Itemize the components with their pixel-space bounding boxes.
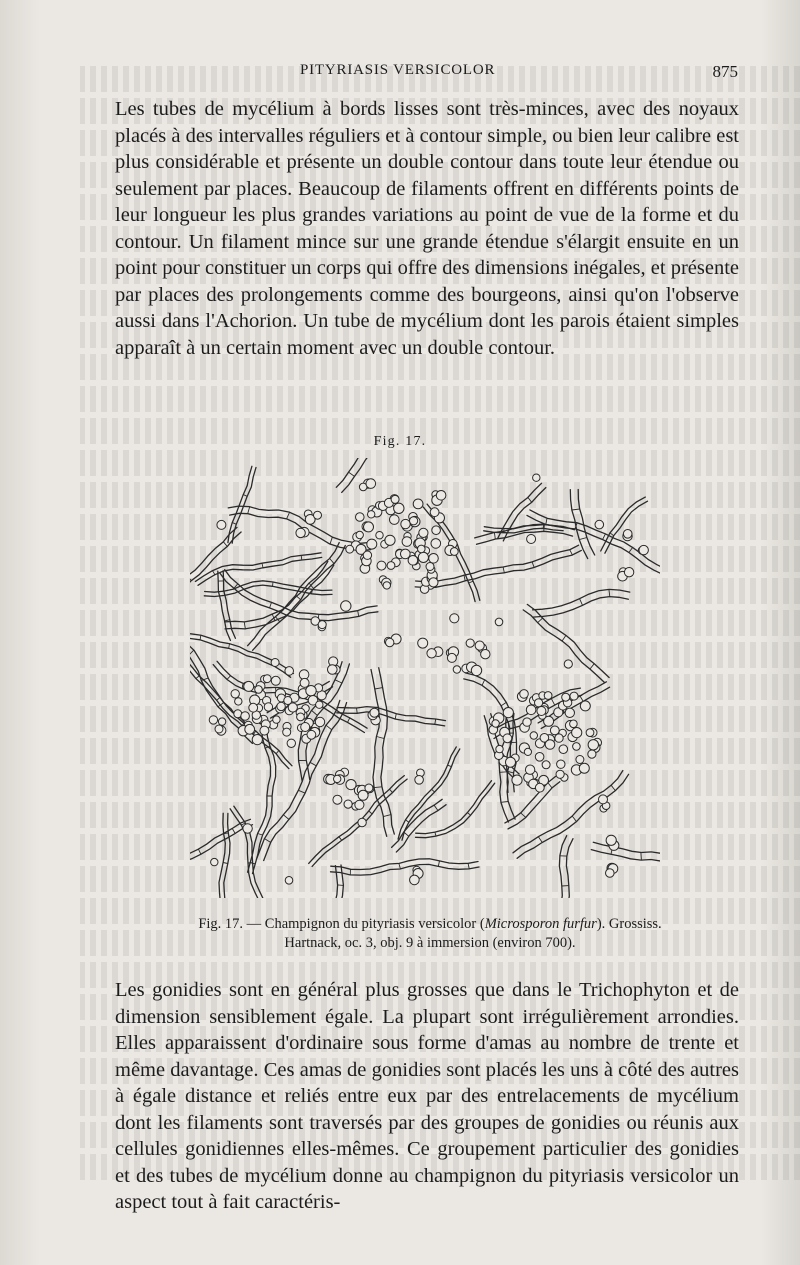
hypha-septum xyxy=(227,676,231,680)
hypha-septum xyxy=(369,811,372,814)
hypha-septum xyxy=(349,472,355,476)
hypha-septum xyxy=(551,699,554,706)
gonidium xyxy=(418,545,426,553)
gonidium xyxy=(471,665,481,675)
hypha-septum xyxy=(225,620,230,621)
gonidium xyxy=(328,665,338,675)
gonidium xyxy=(408,556,418,566)
gonidium xyxy=(386,638,394,646)
hypha-wall xyxy=(190,638,291,678)
gonidium xyxy=(555,734,563,742)
gonidium xyxy=(344,800,352,808)
hypha-wall xyxy=(228,466,252,542)
hypha-septum xyxy=(580,599,583,606)
gonidium xyxy=(415,776,424,785)
gonidium xyxy=(297,713,305,721)
hypha-septum xyxy=(287,512,290,519)
gonidium xyxy=(218,718,225,725)
gonidium xyxy=(419,528,428,537)
gonidium xyxy=(287,739,295,747)
hypha-septum xyxy=(434,805,438,810)
hypha-septum xyxy=(438,861,439,867)
hypha-septum xyxy=(383,815,391,817)
hypha-septum xyxy=(469,581,473,583)
gonidium xyxy=(255,686,263,694)
gonidium xyxy=(391,495,399,503)
gonidium xyxy=(410,875,420,885)
gonidium xyxy=(283,728,291,736)
gonidium xyxy=(284,697,292,705)
gonidium xyxy=(243,824,252,833)
gonidium xyxy=(544,692,552,700)
gonidium xyxy=(535,753,544,762)
gonidium xyxy=(525,765,534,774)
gonidium xyxy=(481,650,490,659)
gonidium xyxy=(244,681,254,691)
gonidium xyxy=(307,730,316,739)
gonidium xyxy=(426,563,434,571)
gonidium xyxy=(394,503,404,513)
gonidium xyxy=(503,734,512,743)
hypha-wall xyxy=(415,550,581,587)
gonidium xyxy=(211,858,218,865)
gonidium xyxy=(315,717,324,726)
hypha-septum xyxy=(641,853,642,861)
hypha-septum xyxy=(375,688,383,689)
hypha-septum xyxy=(326,725,332,730)
hypha-septum xyxy=(467,813,470,816)
gonidium xyxy=(365,784,373,792)
hypha-septum xyxy=(532,562,534,568)
gonidium xyxy=(430,508,439,517)
gonidium xyxy=(334,775,341,782)
hypha-septum xyxy=(468,863,469,869)
hypha-wall xyxy=(195,553,321,582)
gonidium xyxy=(418,552,428,562)
gonidium xyxy=(367,539,377,549)
hypha-septum xyxy=(570,550,573,555)
gonidium xyxy=(410,517,418,525)
hypha-septum xyxy=(244,622,245,629)
hypha-septum xyxy=(330,537,332,544)
hypha-septum xyxy=(330,559,334,564)
hypha-septum xyxy=(213,571,215,575)
hypha-septum xyxy=(572,816,576,822)
hypha-septum xyxy=(377,737,385,739)
hypha-wall xyxy=(190,532,241,596)
gonidium xyxy=(599,795,608,804)
hypha-septum xyxy=(390,789,393,792)
gonidium xyxy=(418,638,428,648)
hypha-septum xyxy=(190,650,194,655)
gonidium xyxy=(436,491,446,501)
gonidium xyxy=(450,548,458,556)
gonidium xyxy=(535,783,544,792)
gonidium xyxy=(383,582,390,589)
gonidium xyxy=(580,701,590,711)
hypha-septum xyxy=(501,802,508,803)
gonidium xyxy=(249,703,258,712)
hypha-septum xyxy=(190,576,191,580)
running-title: PITYRIASIS VERSICOLOR xyxy=(300,62,496,78)
hypha-wall xyxy=(533,597,628,618)
hypha-septum xyxy=(301,555,302,560)
caption-line-1: Fig. 17. — Champignon du pityriasis versicolor (Microsporon furfur). Grossiss. xyxy=(198,916,662,932)
hypha-septum xyxy=(262,563,263,568)
hypha-septum xyxy=(200,635,201,640)
paragraph-1: Les tubes de mycélium à bords lisses sont très-minces, avec des noyaux placés à des intervalles réguliers et à contour simple, ou bien leur calibre est plus considérable et présente un double contour dans toute leur étendue ou seulement par places. Beaucoup de filaments offrent en différents points de leur longueur les plus grandes variations au point de vue de la forme et du contour. Un filament mince sur une grande étendue s'élargit ensuite en un point pour constituer un corps qui offre des dimensions inégales, et présente par places des prolongements comme des bourgeons, ainsi qu'on l'observe aussi dans l'Achorion. Un tube de mycélium dont les parois étaient simples apparaît à un certain moment avec un double contour. xyxy=(115,98,739,359)
gonidium xyxy=(427,649,436,658)
hypha-septum xyxy=(258,834,263,836)
gonidium xyxy=(588,750,596,758)
gonidium xyxy=(535,699,543,707)
hypha-wall xyxy=(190,527,237,592)
hypha-septum xyxy=(217,698,220,701)
gonidium xyxy=(209,716,217,724)
hypha-septum xyxy=(538,618,543,623)
gonidium xyxy=(277,702,285,710)
hypha-septum xyxy=(501,702,506,705)
gonidium xyxy=(363,551,371,559)
hypha-septum xyxy=(406,820,409,822)
figure-label: Fig. 17. xyxy=(373,434,427,449)
gonidium xyxy=(447,653,456,662)
hypha-septum xyxy=(243,495,247,497)
gonidium xyxy=(390,515,400,525)
gonidium xyxy=(466,639,474,647)
gonidium xyxy=(217,520,226,529)
gonidium xyxy=(588,740,598,750)
hypha-septum xyxy=(248,507,250,514)
gonidium xyxy=(564,660,572,668)
hypha-septum xyxy=(374,787,382,788)
gonidium xyxy=(356,513,365,522)
gonidium xyxy=(318,621,326,629)
gonidium xyxy=(356,531,363,538)
hypha-wall xyxy=(498,483,542,538)
hypha-septum xyxy=(464,575,465,581)
hypha-septum xyxy=(610,533,614,536)
hypha-wall xyxy=(578,490,595,556)
hypha-septum xyxy=(198,849,201,854)
gonidium xyxy=(385,535,395,545)
hypha-septum xyxy=(229,644,230,649)
hypha-septum xyxy=(223,542,227,547)
gonidium xyxy=(333,795,342,804)
hypha-septum xyxy=(283,815,289,820)
gonidium xyxy=(623,530,632,539)
gonidium xyxy=(271,676,280,685)
gonidium xyxy=(533,474,540,481)
gonidium xyxy=(260,726,269,735)
gonidium xyxy=(557,760,565,768)
gonidium xyxy=(530,732,537,739)
hypha-septum xyxy=(196,676,199,679)
hypha-wall xyxy=(253,727,276,873)
hypha-septum xyxy=(590,664,594,669)
hypha-septum xyxy=(611,785,615,790)
hypha-wall xyxy=(566,839,580,898)
gonidium xyxy=(562,693,570,701)
hypha-wall xyxy=(396,805,446,852)
gonidium xyxy=(429,578,438,587)
hypha-septum xyxy=(265,839,271,843)
figure-caption xyxy=(120,915,740,953)
gonidium xyxy=(235,698,242,705)
gonidium xyxy=(245,724,255,734)
gonidium xyxy=(556,770,564,778)
hypha-wall xyxy=(416,545,579,582)
hypha-septum xyxy=(312,710,318,715)
gonidium xyxy=(432,526,441,535)
gonidium xyxy=(431,539,441,549)
gonidium xyxy=(450,614,459,623)
hypha-septum xyxy=(399,864,401,869)
gonidium xyxy=(263,675,271,683)
hypha-septum xyxy=(572,509,580,510)
hypha-septum xyxy=(548,783,552,788)
gonidium xyxy=(545,740,555,750)
hypha-septum xyxy=(395,714,396,719)
hypha-septum xyxy=(528,498,532,503)
hypha-septum xyxy=(357,708,358,713)
gonidium xyxy=(542,761,550,769)
gonidium xyxy=(358,818,366,826)
gonidium xyxy=(606,835,616,845)
gonidium xyxy=(559,745,568,754)
page-number: 875 xyxy=(712,62,738,81)
gonidium xyxy=(376,532,383,539)
gonidium xyxy=(639,545,648,554)
hypha-septum xyxy=(358,611,359,617)
gonidium xyxy=(527,535,536,544)
gonidium xyxy=(573,743,581,751)
caption-line-2: Hartnack, oc. 3, obj. 9 à immersion (environ 700). xyxy=(284,935,576,951)
hypha-septum xyxy=(232,828,235,833)
paragraph-2: Les gonidies sont en général plus grosses que dans le Trichophyton et de dimension sensiblement égale. La plupart sont irrégulièrement arrondies. Elles apparaissent d'ordinaire sous forme d'amas au nombre de trente et même davantage. Ces amas de gonidies sont placés les uns à côté des autres à égale distance et reliés entre eux par des entrelacements de mycélium dont les filaments sont traversés par des groupes de gonidies ou réunis aux cellules gonidiennes elles-mêmes. Ce groupement particulier des gonidies et des tubes de mycélium donne au champignon du pityriasis versicolor un aspect tout à fait caractéris- xyxy=(115,979,739,1213)
gonidium xyxy=(595,520,604,529)
gonidium xyxy=(526,705,536,715)
gonidium xyxy=(215,725,223,733)
running-head xyxy=(0,62,800,84)
gonidium xyxy=(264,703,272,711)
hypha-wall xyxy=(530,510,660,576)
gonidium xyxy=(355,800,364,809)
gonidium xyxy=(453,666,460,673)
hypha-septum xyxy=(629,548,633,553)
gonidium xyxy=(606,869,615,878)
gonidium xyxy=(366,479,376,489)
gonidium xyxy=(231,690,239,698)
gonidium xyxy=(341,601,351,611)
hypha-septum xyxy=(276,751,279,754)
hypha-septum xyxy=(448,765,452,766)
hypha-wall xyxy=(259,865,344,898)
gonidium xyxy=(273,716,280,723)
gonidium xyxy=(316,701,323,708)
gonidium xyxy=(285,667,294,676)
hypha-wall xyxy=(256,866,338,898)
hypha-septum xyxy=(338,885,344,886)
gonidium xyxy=(475,641,484,650)
gonidium xyxy=(364,522,374,532)
hypha-septum xyxy=(609,589,610,596)
gonidium xyxy=(523,718,531,726)
gonidium xyxy=(524,748,531,755)
hypha-wall xyxy=(533,589,630,609)
hypha-septum xyxy=(435,832,436,836)
hypha-septum xyxy=(562,635,566,641)
hypha-wall xyxy=(220,573,378,620)
gonidium xyxy=(537,707,546,716)
gonidium xyxy=(572,728,582,738)
gonidium xyxy=(370,708,379,717)
hypha-wall xyxy=(523,610,604,683)
hypha-septum xyxy=(223,863,228,864)
gonidium xyxy=(429,554,439,564)
gonidium xyxy=(503,708,513,718)
hypha-septum xyxy=(521,813,526,818)
gonidium xyxy=(346,545,354,553)
gonidium xyxy=(252,735,262,745)
hypha-septum xyxy=(503,567,504,573)
gonidium xyxy=(512,775,522,785)
hypha-septum xyxy=(273,582,274,586)
gonidium xyxy=(401,519,410,528)
gonidium xyxy=(565,708,574,717)
gonidium xyxy=(520,690,529,699)
gonidium xyxy=(387,562,395,570)
hypha-wall xyxy=(416,781,492,834)
hypha-septum xyxy=(232,523,236,525)
hypha-septum xyxy=(310,762,316,766)
hypha-septum xyxy=(270,602,272,608)
hypha-septum xyxy=(348,718,350,723)
gonidium xyxy=(570,692,578,700)
gonidium xyxy=(496,745,503,752)
gonidium xyxy=(570,720,578,728)
gonidium xyxy=(377,561,386,570)
gonidium xyxy=(314,511,322,519)
gonidium xyxy=(506,757,516,767)
gonidium xyxy=(413,499,423,509)
gonidium xyxy=(271,659,279,667)
gonidium xyxy=(296,528,305,537)
gonidium xyxy=(241,712,250,721)
gonidium xyxy=(495,618,503,626)
hypha-septum xyxy=(546,518,547,524)
gonidium xyxy=(624,568,633,577)
gonidium xyxy=(492,720,499,727)
gonidium xyxy=(285,877,293,885)
hypha-septum xyxy=(435,719,436,724)
gonidium xyxy=(402,537,412,547)
hypha-septum xyxy=(339,837,342,841)
gonidium xyxy=(586,729,594,737)
hypha-septum xyxy=(335,680,342,683)
hypha-septum xyxy=(432,789,435,792)
hypha-wall xyxy=(232,468,256,544)
gonidium xyxy=(368,511,375,518)
gonidium xyxy=(579,763,589,773)
hypha-wall xyxy=(605,501,648,553)
hypha-septum xyxy=(482,680,485,686)
gonidium xyxy=(301,723,310,732)
hypha-septum xyxy=(500,772,507,773)
hypha-septum xyxy=(580,696,583,701)
hypha-septum xyxy=(298,790,305,793)
gonidium xyxy=(306,686,316,696)
hypha-septum xyxy=(579,538,587,540)
hypha-septum xyxy=(603,534,606,540)
figure-illustration xyxy=(190,458,660,898)
hypha-septum xyxy=(494,532,495,539)
hypha-septum xyxy=(538,837,542,843)
gonidium xyxy=(576,756,584,764)
gonidium xyxy=(550,726,559,735)
